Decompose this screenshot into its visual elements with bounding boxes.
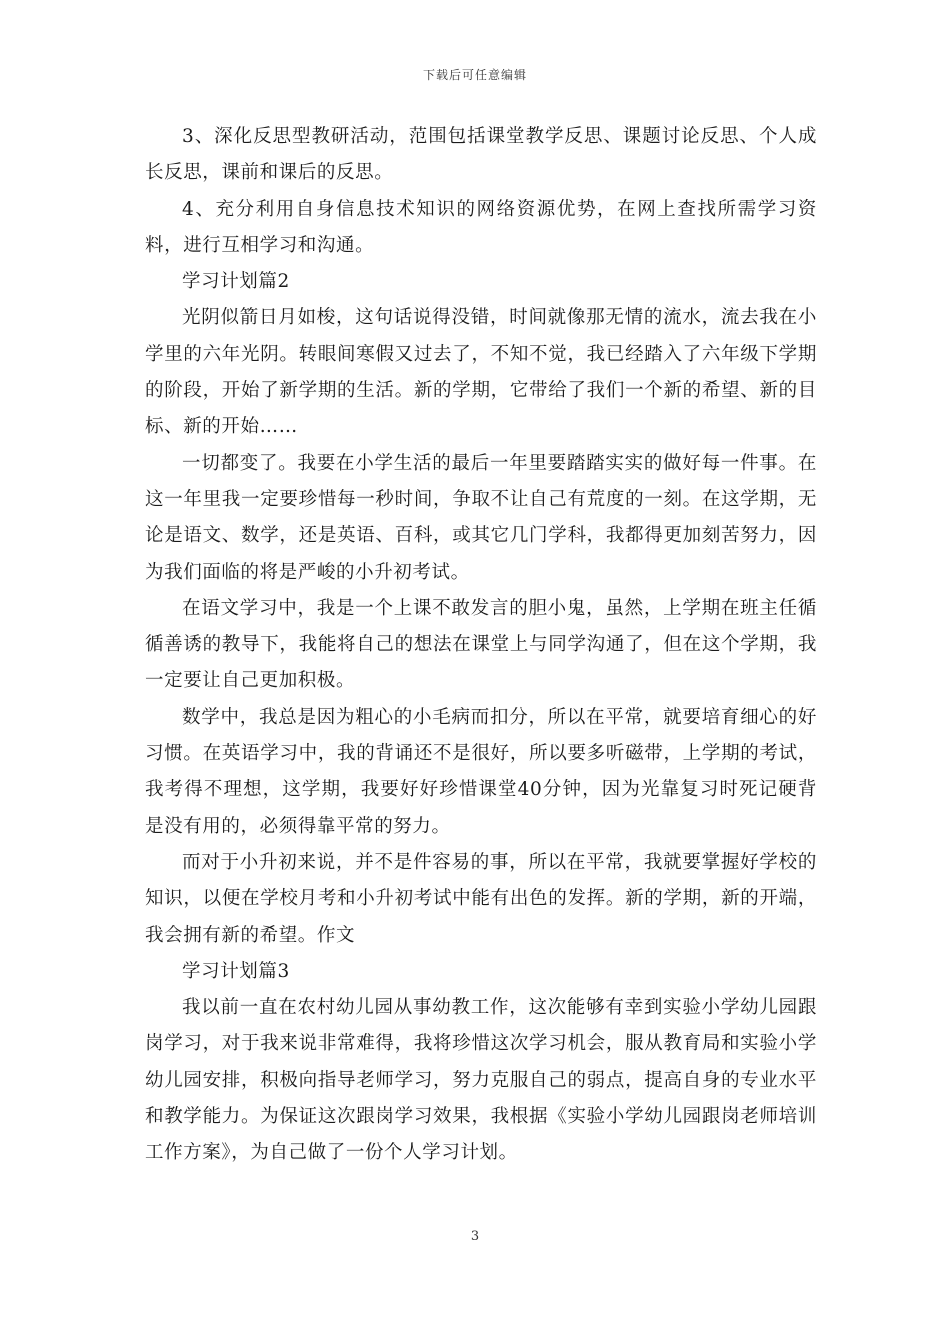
paragraph: 在语文学习中，我是一个上课不敢发言的胆小鬼，虽然，上学期在班主任循循善诱的教导下，我能将自己的想法在课堂上与同学沟通了，但在这个学期，我一定要让自己更加积极。: [145, 597, 817, 692]
paragraph-item-4: 4、充分利用自身信息技术知识的网络资源优势，在网上查找所需学习资料，进行互相学习和沟通。: [145, 198, 817, 256]
paragraph: 我以前一直在农村幼儿园从事幼教工作，这次能够有幸到实验小学幼儿园跟岗学习，对于我来说非常难得，我将珍惜这次学习机会，服从教育局和实验小学幼儿园安排，积极向指导老师学习，努力克服自己的弱点，提高自身的专业水平和教学能力。为保证这次跟岗学习效果，我根据《实验小学幼儿园跟岗老师培训工作方案》，为自己做了一份个人学习计划。: [145, 997, 817, 1164]
document-body: [145, 119, 817, 1172]
paragraph-item-3: 3、深化反思型教研活动，范围包括课堂教学反思、课题讨论反思、个人成长反思，课前和课后的反思。: [145, 126, 817, 184]
paragraph: 而对于小升初来说，并不是件容易的事，所以在平常，我就要掌握好学校的知识，以便在学校月考和小升初考试中能有出色的发挥。新的学期，新的开端，我会拥有新的希望。作文: [145, 851, 817, 946]
page-header: 下载后可任意编辑: [422, 68, 527, 82]
section-heading-plan-3: 学习计划篇3: [182, 960, 290, 982]
page-number: 3: [470, 1229, 480, 1244]
paragraph: 光阴似箭日月如梭，这句话说得没错，时间就像那无情的流水，流去我在小学里的六年光阴。转眼间寒假又过去了，不知不觉，我已经踏入了六年级下学期的阶段，开始了新学期的生活。新的学期，它带给了我们一个新的希望、新的目标、新的开始……: [145, 307, 817, 438]
paragraph: 数学中，我总是因为粗心的小毛病而扣分，所以在平常，就要培育细心的好习惯。在英语学习中，我的背诵还不是很好，所以要多听磁带，上学期的考试，我考得不理想，这学期，我要好好珍惜课堂40分钟，因为光靠复习时死记硬背是没有用的，必须得靠平常的努力。: [145, 706, 817, 837]
section-heading-plan-2: 学习计划篇2: [182, 271, 290, 293]
paragraph: 一切都变了。我要在小学生活的最后一年里要踏踏实实的做好每一件事。在这一年里我一定要珍惜每一秒时间，争取不让自己有荒度的一刻。在这学期，无论是语文、数学，还是英语、百科，或其它几门学科，我都得更加刻苦努力，因为我们面临的将是严峻的小升初考试。: [145, 452, 817, 583]
